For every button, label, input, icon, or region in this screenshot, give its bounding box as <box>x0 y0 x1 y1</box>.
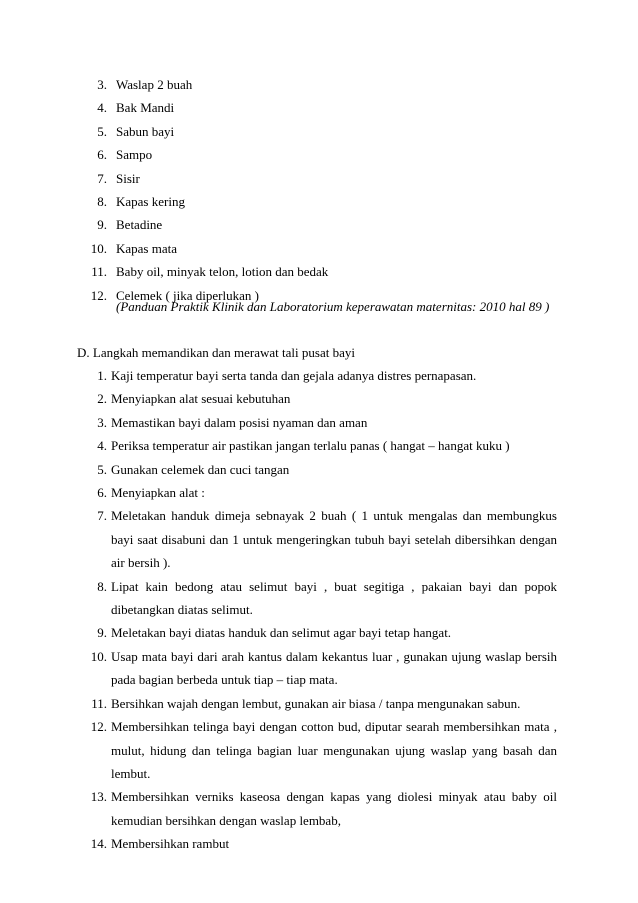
step-number: 5. <box>97 461 107 477</box>
item-text: Waslap 2 buah <box>116 77 193 92</box>
step-text: Gunakan celemek dan cuci tangan <box>111 461 290 477</box>
item-text: Baby oil, minyak telon, lotion dan bedak <box>116 264 329 280</box>
item-number: 6. <box>97 147 107 163</box>
list-item <box>0 213 638 236</box>
list-item <box>0 364 638 387</box>
step-number: 6. <box>97 485 107 501</box>
step-text: Memastikan bayi dalam posisi nyaman dan aman <box>111 414 368 430</box>
step-number: 13. <box>90 789 107 805</box>
list-item <box>0 645 638 692</box>
step-text: Kaji temperatur bayi serta tanda dan gejala adanya distres pernapasan. <box>111 368 477 383</box>
item-number: 7. <box>97 170 107 186</box>
step-text: Membersihkan telinga bayi dengan cotton bud, diputar searah membersihkan mata , mulut, hidung dan telinga bagian luar mengunakan ujung waslap yang basah dan lembut. <box>111 719 557 781</box>
list-item <box>0 575 638 622</box>
steps-list <box>0 364 638 856</box>
list-item <box>0 96 638 119</box>
step-text: Meletakan handuk dimeja sebnayak 2 buah ( 1 untuk mengalas dan membungkus bayi saat disabuni dan 1 untuk mengeringkan tubuh bayi setelah dibersihkan dengan air bersih ). <box>111 508 557 571</box>
list-item <box>0 73 638 96</box>
list-item <box>0 481 638 504</box>
reference-citation: (Panduan Praktik Klinik dan Laboratorium keperawatan maternitas: 2010 hal 89 ) <box>116 299 550 314</box>
item-number: 8. <box>97 193 107 209</box>
step-text: Menyiapkan alat sesuai kebutuhan <box>111 391 291 407</box>
list-item <box>0 387 638 410</box>
item-number: 9. <box>97 217 107 233</box>
item-number: 11. <box>91 264 107 280</box>
item-text: Kapas kering <box>116 193 185 209</box>
step-number: 7. <box>97 508 107 524</box>
item-text: Sabun bayi <box>116 123 175 139</box>
item-number: 12. <box>90 287 107 303</box>
step-text: Lipat kain bedong atau selimut bayi , buat segitiga , pakaian bayi dan popok dibetangkan diatas selimut. <box>111 578 557 618</box>
list-item <box>0 504 638 574</box>
list-item <box>0 190 638 213</box>
step-number: 10. <box>90 648 107 664</box>
list-item <box>0 143 638 166</box>
step-number: 1. <box>97 368 107 383</box>
step-number: 14. <box>90 836 107 852</box>
step-number: 3. <box>97 414 107 430</box>
list-item <box>0 621 638 644</box>
item-text: Sampo <box>116 147 153 163</box>
step-text: Bersihkan wajah dengan lembut, gunakan air biasa / tanpa mengunakan sabun. <box>111 695 521 711</box>
step-number: 11. <box>91 695 107 711</box>
step-text: Meletakan bayi diatas handuk dan selimut agar bayi tetap hangat. <box>111 625 452 641</box>
list-item <box>0 434 638 457</box>
list-item <box>0 167 638 190</box>
item-text: Sisir <box>116 170 140 186</box>
step-number: 2. <box>97 391 107 407</box>
step-text: Usap mata bayi dari arah kantus dalam kekantus luar , gunakan ujung waslap bersih pada bagian berbeda untuk tiap – tiap mata. <box>111 648 557 688</box>
step-text: Membersihkan verniks kaseosa dengan kapas yang diolesi minyak atau baby oil kemudian bersihkan dengan waslap lembab, <box>111 789 557 828</box>
item-text: Bak Mandi <box>116 100 175 116</box>
list-item <box>0 458 638 481</box>
step-number: 8. <box>97 578 107 594</box>
step-number: 4. <box>97 438 107 454</box>
list-item <box>0 237 638 260</box>
item-text: Celemek ( jika diperlukan ) <box>116 287 259 303</box>
list-item <box>0 785 638 832</box>
item-number: 3. <box>97 77 107 92</box>
item-number: 5. <box>97 123 107 139</box>
item-number: 10. <box>90 240 107 256</box>
list-item <box>0 715 638 785</box>
step-number: 12. <box>90 719 107 735</box>
list-item <box>0 832 638 855</box>
item-text: Betadine <box>116 217 163 233</box>
step-text: Menyiapkan alat : <box>111 485 205 501</box>
step-number: 9. <box>97 625 107 641</box>
item-number: 4. <box>97 100 107 116</box>
step-text: Membersihkan rambut <box>111 836 230 852</box>
tools-list <box>0 73 638 307</box>
list-item <box>0 411 638 434</box>
step-text: Periksa temperatur air pastikan jangan terlalu panas ( hangat – hangat kuku ) <box>111 438 510 454</box>
section-heading: D. Langkah memandikan dan merawat tali pusat bayi <box>77 345 355 360</box>
list-item <box>0 260 638 283</box>
list-item <box>0 692 638 715</box>
item-text: Kapas mata <box>116 240 178 256</box>
list-item <box>0 120 638 143</box>
